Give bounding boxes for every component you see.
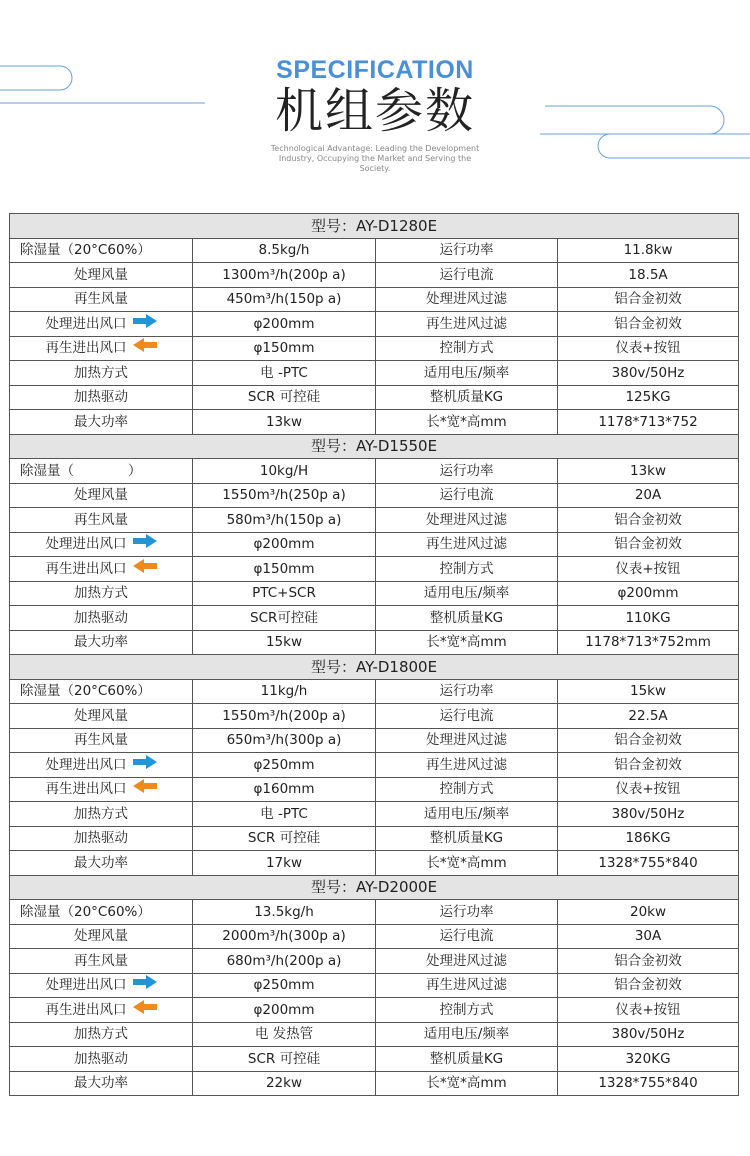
spec-label-text: 再生风量 — [74, 291, 128, 308]
spec-label — [10, 679, 193, 704]
spec-label — [10, 777, 193, 802]
spec-label — [10, 998, 193, 1023]
spec-label-2: 运行功率 — [376, 900, 558, 925]
spec-label-2: 运行电流 — [376, 483, 558, 508]
spec-row — [10, 287, 739, 312]
spec-value: φ200mm — [193, 998, 376, 1023]
spec-label-2: 整机质量KG — [376, 606, 558, 631]
spec-label-2: 处理进风过滤 — [376, 287, 558, 312]
spec-label-2: 整机质量KG — [376, 1047, 558, 1072]
spec-value: 580m³/h(150p a) — [193, 508, 376, 533]
orange-arrow-icon — [133, 558, 157, 580]
spec-row — [10, 826, 739, 851]
spec-label-text: 再生风量 — [74, 511, 128, 528]
spec-value: 450m³/h(150p a) — [193, 287, 376, 312]
spec-label-text: 加热驱动 — [74, 389, 128, 406]
spec-label — [10, 973, 193, 998]
spec-label — [10, 753, 193, 778]
spec-value-2: 1178*713*752 — [558, 410, 739, 435]
spec-value-2: 铝合金初效 — [558, 287, 739, 312]
spec-value: 22kw — [193, 1071, 376, 1096]
spec-row — [10, 483, 739, 508]
spec-label-text: 再生进出风口 — [45, 1001, 127, 1018]
spec-label-text: 再生风量 — [74, 952, 128, 969]
spec-label-text: 处理风量 — [74, 266, 128, 283]
spec-label — [10, 1047, 193, 1072]
spec-row — [10, 312, 739, 337]
spec-value: 8.5kg/h — [193, 238, 376, 263]
spec-value-2: 20kw — [558, 900, 739, 925]
spec-row — [10, 263, 739, 288]
spec-label-text: 最大功率 — [74, 413, 128, 430]
spec-label-2: 长*宽*高mm — [376, 851, 558, 876]
spec-value: 680m³/h(200p a) — [193, 949, 376, 974]
spec-value-2: 铝合金初效 — [558, 728, 739, 753]
spec-label-text: 除湿量（ ） — [20, 462, 142, 479]
spec-label-text: 最大功率 — [74, 1075, 128, 1092]
spec-label-2: 运行功率 — [376, 238, 558, 263]
spec-label-text: 加热方式 — [74, 585, 128, 602]
spec-value-2: 20A — [558, 483, 739, 508]
spec-label — [10, 483, 193, 508]
spec-label — [10, 263, 193, 288]
spec-value-2: 110KG — [558, 606, 739, 631]
spec-value: 电 -PTC — [193, 802, 376, 827]
spec-label-text: 处理风量 — [74, 928, 128, 945]
spec-label-text: 再生进出风口 — [45, 560, 127, 577]
spec-label — [10, 851, 193, 876]
spec-value-2: φ200mm — [558, 581, 739, 606]
spec-label-2: 控制方式 — [376, 777, 558, 802]
spec-table — [9, 213, 739, 1096]
blue-arrow-icon — [133, 313, 157, 335]
spec-label-text: 处理进出风口 — [45, 536, 127, 553]
model-header-row — [10, 434, 739, 459]
spec-label — [10, 606, 193, 631]
spec-label-2: 处理进风过滤 — [376, 728, 558, 753]
spec-value: φ150mm — [193, 336, 376, 361]
model-name: 型号：AY-D2000E — [10, 875, 739, 900]
spec-label — [10, 336, 193, 361]
spec-row — [10, 998, 739, 1023]
spec-value-2: 仪表+按钮 — [558, 777, 739, 802]
spec-row — [10, 704, 739, 729]
spec-row — [10, 606, 739, 631]
spec-label — [10, 238, 193, 263]
spec-value-2: 1328*755*840 — [558, 851, 739, 876]
spec-value-2: 186KG — [558, 826, 739, 851]
spec-label-text: 加热驱动 — [74, 609, 128, 626]
spec-label-text: 最大功率 — [74, 634, 128, 651]
header — [0, 56, 750, 174]
spec-row — [10, 581, 739, 606]
blue-arrow-icon — [133, 974, 157, 996]
spec-row — [10, 1022, 739, 1047]
spec-value-2: 30A — [558, 924, 739, 949]
spec-value-2: 380v/50Hz — [558, 802, 739, 827]
spec-value-2: 13kw — [558, 459, 739, 484]
spec-label-2: 整机质量KG — [376, 385, 558, 410]
spec-value-2: 1178*713*752mm — [558, 630, 739, 655]
spec-row — [10, 508, 739, 533]
spec-row — [10, 802, 739, 827]
spec-label — [10, 581, 193, 606]
spec-value: 电 发热管 — [193, 1022, 376, 1047]
spec-label-text: 最大功率 — [74, 854, 128, 871]
spec-label — [10, 410, 193, 435]
spec-label — [10, 826, 193, 851]
spec-row — [10, 238, 739, 263]
spec-label-2: 再生进风过滤 — [376, 973, 558, 998]
blue-arrow-icon — [133, 754, 157, 776]
spec-label-2: 整机质量KG — [376, 826, 558, 851]
spec-value: φ250mm — [193, 973, 376, 998]
spec-label — [10, 532, 193, 557]
spec-value: 13.5kg/h — [193, 900, 376, 925]
spec-label-2: 适用电压/频率 — [376, 361, 558, 386]
spec-label-2: 运行电流 — [376, 924, 558, 949]
spec-row — [10, 1047, 739, 1072]
spec-label — [10, 728, 193, 753]
spec-value: 1550m³/h(200p a) — [193, 704, 376, 729]
spec-value-2: 铝合金初效 — [558, 949, 739, 974]
spec-value: 1550m³/h(250p a) — [193, 483, 376, 508]
spec-value: 15kw — [193, 630, 376, 655]
spec-row — [10, 851, 739, 876]
spec-value: φ250mm — [193, 753, 376, 778]
spec-label — [10, 949, 193, 974]
spec-value-2: 22.5A — [558, 704, 739, 729]
spec-label — [10, 385, 193, 410]
spec-value-2: 320KG — [558, 1047, 739, 1072]
spec-value-2: 铝合金初效 — [558, 508, 739, 533]
spec-label — [10, 1022, 193, 1047]
model-name: 型号：AY-D1280E — [10, 214, 739, 239]
spec-row — [10, 777, 739, 802]
spec-value-2: 380v/50Hz — [558, 361, 739, 386]
spec-label-text: 加热方式 — [74, 1026, 128, 1043]
spec-row — [10, 924, 739, 949]
spec-value-2: 380v/50Hz — [558, 1022, 739, 1047]
spec-label-2: 再生进风过滤 — [376, 532, 558, 557]
spec-value: SCR 可控硅 — [193, 826, 376, 851]
spec-value-2: 铝合金初效 — [558, 753, 739, 778]
spec-label-2: 长*宽*高mm — [376, 630, 558, 655]
spec-label-2: 控制方式 — [376, 998, 558, 1023]
spec-row — [10, 410, 739, 435]
model-header-row — [10, 214, 739, 239]
spec-label-2: 处理进风过滤 — [376, 949, 558, 974]
model-name: 型号：AY-D1550E — [10, 434, 739, 459]
spec-label-text: 再生进出风口 — [45, 781, 127, 798]
spec-label-text: 除湿量（20°C60%） — [20, 683, 151, 700]
spec-label — [10, 924, 193, 949]
spec-value: 13kw — [193, 410, 376, 435]
spec-label-text: 处理进出风口 — [45, 756, 127, 773]
subtitle: Technological Advantage: Leading the Development Industry, Occupying the Market and Serving the Society. — [270, 144, 480, 173]
spec-row — [10, 1071, 739, 1096]
spec-label-2: 控制方式 — [376, 557, 558, 582]
spec-label — [10, 900, 193, 925]
spec-row — [10, 459, 739, 484]
model-name: 型号：AY-D1800E — [10, 655, 739, 680]
spec-label-2: 适用电压/频率 — [376, 802, 558, 827]
spec-value: 电 -PTC — [193, 361, 376, 386]
spec-label-2: 运行电流 — [376, 263, 558, 288]
spec-label — [10, 704, 193, 729]
spec-label-2: 控制方式 — [376, 336, 558, 361]
spec-row — [10, 361, 739, 386]
spec-value: 650m³/h(300p a) — [193, 728, 376, 753]
spec-label-text: 处理风量 — [74, 707, 128, 724]
spec-value-2: 仪表+按钮 — [558, 336, 739, 361]
spec-row — [10, 385, 739, 410]
spec-label-text: 除湿量（20°C60%） — [20, 242, 151, 259]
spec-value-2: 15kw — [558, 679, 739, 704]
spec-value: 2000m³/h(300p a) — [193, 924, 376, 949]
spec-value-2: 1328*755*840 — [558, 1071, 739, 1096]
spec-label — [10, 557, 193, 582]
spec-value-2: 铝合金初效 — [558, 973, 739, 998]
spec-row — [10, 557, 739, 582]
spec-value: SCR 可控硅 — [193, 385, 376, 410]
spec-row — [10, 900, 739, 925]
model-header-row — [10, 655, 739, 680]
spec-label — [10, 312, 193, 337]
spec-value: φ200mm — [193, 312, 376, 337]
spec-label-text: 再生进出风口 — [45, 340, 127, 357]
spec-label-text: 加热方式 — [74, 805, 128, 822]
spec-row — [10, 973, 739, 998]
spec-value: φ200mm — [193, 532, 376, 557]
spec-label-2: 运行功率 — [376, 459, 558, 484]
spec-label-text: 处理风量 — [74, 487, 128, 504]
title-cn: 机组参数 — [274, 83, 475, 139]
spec-label-2: 长*宽*高mm — [376, 1071, 558, 1096]
spec-label-text: 加热方式 — [74, 364, 128, 381]
model-header-row — [10, 875, 739, 900]
spec-label-text: 加热驱动 — [74, 1050, 128, 1067]
spec-label-2: 长*宽*高mm — [376, 410, 558, 435]
spec-value: 17kw — [193, 851, 376, 876]
blue-arrow-icon — [133, 533, 157, 555]
spec-row — [10, 336, 739, 361]
spec-value-2: 仪表+按钮 — [558, 557, 739, 582]
spec-label — [10, 1071, 193, 1096]
spec-row — [10, 679, 739, 704]
spec-label-2: 运行电流 — [376, 704, 558, 729]
spec-value: 1300m³/h(200p a) — [193, 263, 376, 288]
spec-row — [10, 728, 739, 753]
spec-value: φ160mm — [193, 777, 376, 802]
spec-value: 11kg/h — [193, 679, 376, 704]
spec-value-2: 铝合金初效 — [558, 312, 739, 337]
spec-row — [10, 630, 739, 655]
spec-row — [10, 753, 739, 778]
spec-label-text: 除湿量（20°C60%） — [20, 903, 151, 920]
spec-value: PTC+SCR — [193, 581, 376, 606]
spec-value: 10kg/H — [193, 459, 376, 484]
title-en: SPECIFICATION — [276, 56, 474, 84]
spec-value: SCR可控硅 — [193, 606, 376, 631]
spec-value-2: 125KG — [558, 385, 739, 410]
spec-label-2: 运行功率 — [376, 679, 558, 704]
spec-label — [10, 630, 193, 655]
spec-label-2: 再生进风过滤 — [376, 753, 558, 778]
spec-label-2: 适用电压/频率 — [376, 1022, 558, 1047]
spec-value: SCR 可控硅 — [193, 1047, 376, 1072]
orange-arrow-icon — [133, 778, 157, 800]
spec-label-text: 处理进出风口 — [45, 977, 127, 994]
spec-label-2: 再生进风过滤 — [376, 312, 558, 337]
spec-value-2: 18.5A — [558, 263, 739, 288]
spec-row — [10, 532, 739, 557]
spec-label-text: 再生风量 — [74, 732, 128, 749]
spec-value-2: 11.8kw — [558, 238, 739, 263]
spec-label-2: 适用电压/频率 — [376, 581, 558, 606]
spec-label — [10, 508, 193, 533]
spec-value-2: 铝合金初效 — [558, 532, 739, 557]
spec-value: φ150mm — [193, 557, 376, 582]
orange-arrow-icon — [133, 999, 157, 1021]
spec-label — [10, 361, 193, 386]
spec-label-text: 加热驱动 — [74, 830, 128, 847]
spec-row — [10, 949, 739, 974]
spec-value-2: 仪表+按钮 — [558, 998, 739, 1023]
spec-label-2: 处理进风过滤 — [376, 508, 558, 533]
orange-arrow-icon — [133, 337, 157, 359]
spec-label — [10, 802, 193, 827]
spec-label-text: 处理进出风口 — [45, 315, 127, 332]
spec-label — [10, 459, 193, 484]
spec-label — [10, 287, 193, 312]
